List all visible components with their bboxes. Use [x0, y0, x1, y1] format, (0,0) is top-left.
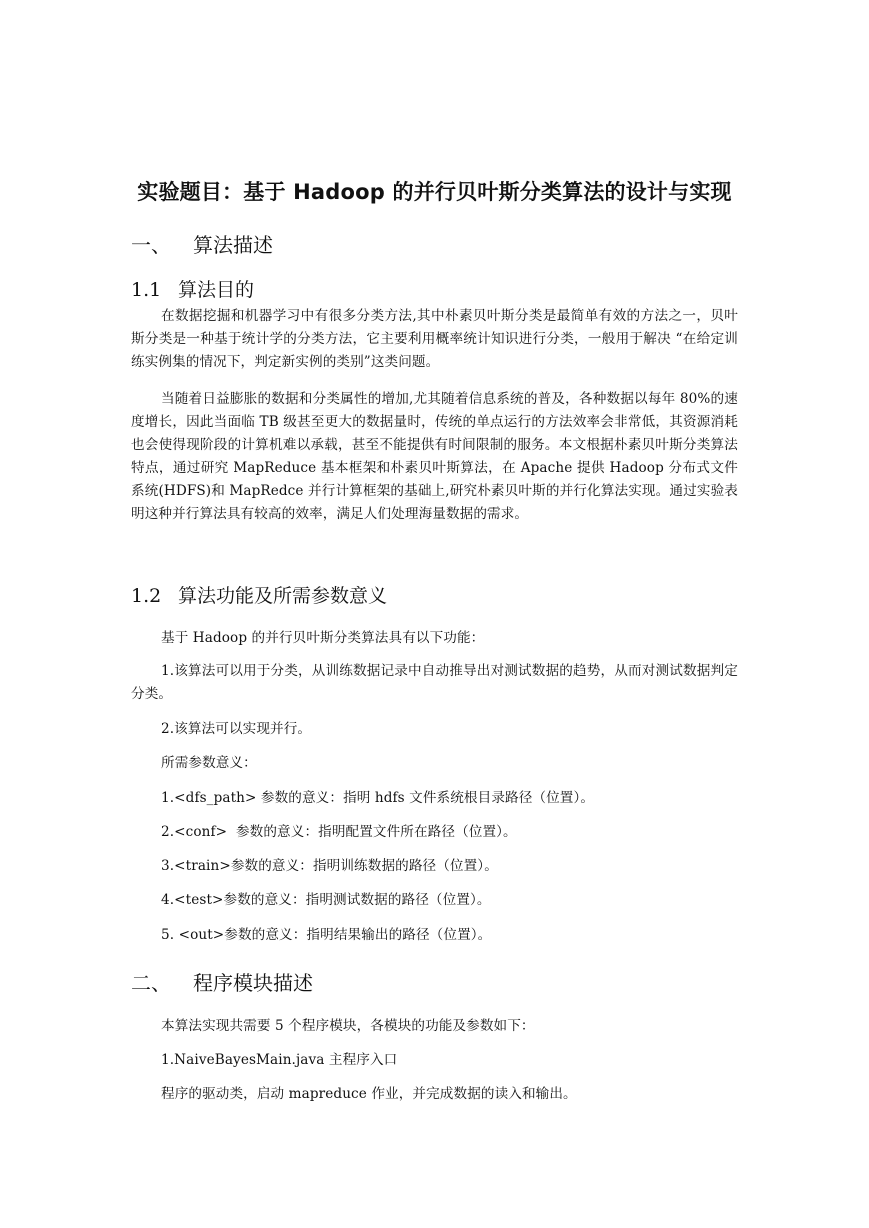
section-1-2-number: 1.2 — [131, 585, 162, 607]
param-item-5: 5. <out>参数的意义：指明结果输出的路径（位置）。 — [161, 927, 492, 943]
section-1-1-heading — [131, 275, 254, 302]
document-title: 实验题目：基于 Hadoop 的并行贝叶斯分类算法的设计与实现 — [137, 180, 732, 204]
function-item-1: 1.该算法可以用于分类，从训练数据记录中自动推导出对测试数据的趋势，从而对测试数据判定分类。 — [131, 663, 738, 702]
param-item-2: 2.<conf> 参数的意义：指明配置文件所在路径（位置）。 — [161, 824, 517, 840]
section-2-heading — [131, 967, 313, 996]
section-1-2-heading — [131, 581, 387, 608]
modules-intro: 本算法实现共需要 5 个程序模块，各模块的功能及参数如下： — [161, 1018, 535, 1034]
param-item-3: 3.<train>参数的意义：指明训练数据的路径（位置）。 — [161, 858, 498, 874]
paragraph-purpose-2: 当随着日益膨胀的数据和分类属性的增加,尤其随着信息系统的普及，各种数据以每年 80%的速度增长，因此当面临 TB 级甚至更大的数据量时，传统的单点运行的方法效率会非常低，其资源消耗也会使得现阶段的计算机难以承载，甚至不能提供有时间限制的服务。本文根据朴素贝叶斯分类算法特点，通过研究 MapReduce 基本框架和朴素贝叶斯算法，在 Apache 提供 Hadoop 分布式文件系统(HDFS)和 MapRedce 并行计算框架的基础上,研究朴素贝叶斯的并行化算法实现。通过实验表明这种并行算法具有较高的效率，满足人们处理海量数据的需求。 — [131, 391, 738, 522]
functions-intro: 基于 Hadoop 的并行贝叶斯分类算法具有以下功能： — [161, 630, 485, 646]
section-2-title: 程序模块描述 — [193, 971, 313, 995]
param-item-1: 1.<dfs_path> 参数的意义：指明 hdfs 文件系统根目录路径（位置）。 — [161, 790, 595, 806]
section-1-number: 一、 — [131, 233, 171, 257]
section-1-1-title: 算法目的 — [178, 279, 255, 301]
section-1-heading — [131, 229, 273, 258]
function-item-2: 2.该算法可以实现并行。 — [161, 721, 312, 737]
paragraph-purpose-1: 在数据挖掘和机器学习中有很多分类方法,其中朴素贝叶斯分类是最简单有效的方法之一，贝叶斯分类是一种基于统计学的分类方法，它主要利用概率统计知识进行分类，一般用于解决 “在给定训练实例集的情况下，判定新实例的类别”这类问题。 — [131, 308, 738, 370]
params-label: 所需参数意义： — [161, 755, 257, 771]
section-1-1-number: 1.1 — [131, 279, 162, 301]
param-item-4: 4.<test>参数的意义：指明测试数据的路径（位置）。 — [161, 892, 491, 908]
section-1-title: 算法描述 — [193, 233, 273, 257]
section-2-number: 二、 — [131, 971, 171, 995]
section-1-2-title: 算法功能及所需参数意义 — [178, 585, 388, 607]
module-item-1-description: 程序的驱动类，启动 mapreduce 作业，并完成数据的读入和输出。 — [161, 1086, 577, 1102]
module-item-1: 1.NaiveBayesMain.java 主程序入口 — [161, 1052, 398, 1068]
